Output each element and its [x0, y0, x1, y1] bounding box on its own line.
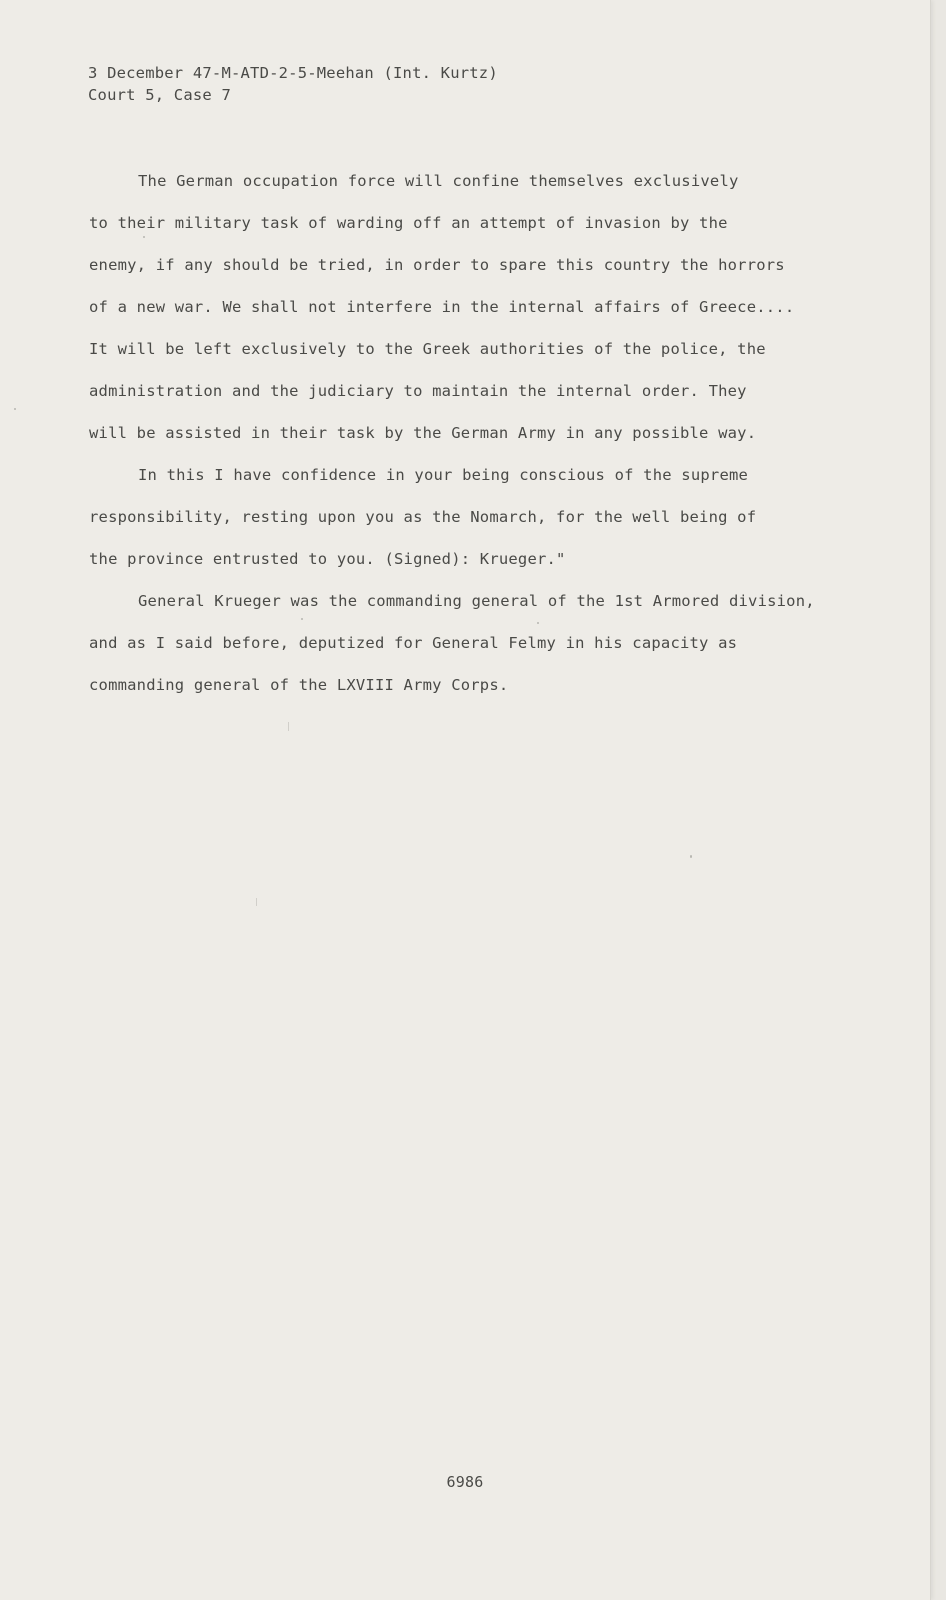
body-line: administration and the judiciary to maintain the internal order. They: [89, 382, 747, 400]
paper-speck: [537, 622, 539, 624]
header-court-case: Court 5, Case 7: [88, 86, 231, 104]
body-line: to their military task of warding off an attempt of invasion by the: [89, 214, 728, 232]
body-line: commanding general of the LXVIII Army Corps.: [89, 676, 509, 694]
paper-speck: [14, 408, 16, 410]
paper-speck: [301, 618, 303, 620]
body-line: will be assisted in their task by the German Army in any possible way.: [89, 424, 757, 442]
body-line: responsibility, resting upon you as the Nomarch, for the well being of: [89, 508, 757, 526]
body-line: It will be left exclusively to the Greek authorities of the police, the: [89, 340, 766, 358]
body-line: The German occupation force will confine themselves exclusively: [138, 172, 739, 190]
document-header: [88, 62, 498, 106]
body-line: the province entrusted to you. (Signed): Krueger.": [89, 550, 566, 568]
header-date-reference: 3 December 47-M-ATD-2-5-Meehan (Int. Kurtz): [88, 64, 498, 82]
body-line: General Krueger was the commanding general of the 1st Armored division,: [138, 592, 815, 610]
body-line: and as I said before, deputized for General Felmy in his capacity as: [89, 634, 738, 652]
paper-speck: [690, 855, 692, 858]
body-line: enemy, if any should be tried, in order to spare this country the horrors: [89, 256, 785, 274]
document-body: [89, 160, 889, 706]
paper-scratch: [256, 898, 257, 906]
page-number: 6986: [446, 1473, 484, 1491]
body-line: In this I have confidence in your being conscious of the supreme: [138, 466, 749, 484]
body-line: of a new war. We shall not interfere in the internal affairs of Greece....: [89, 298, 795, 316]
paper-scratch: [288, 722, 289, 731]
paper-speck: [143, 236, 145, 238]
